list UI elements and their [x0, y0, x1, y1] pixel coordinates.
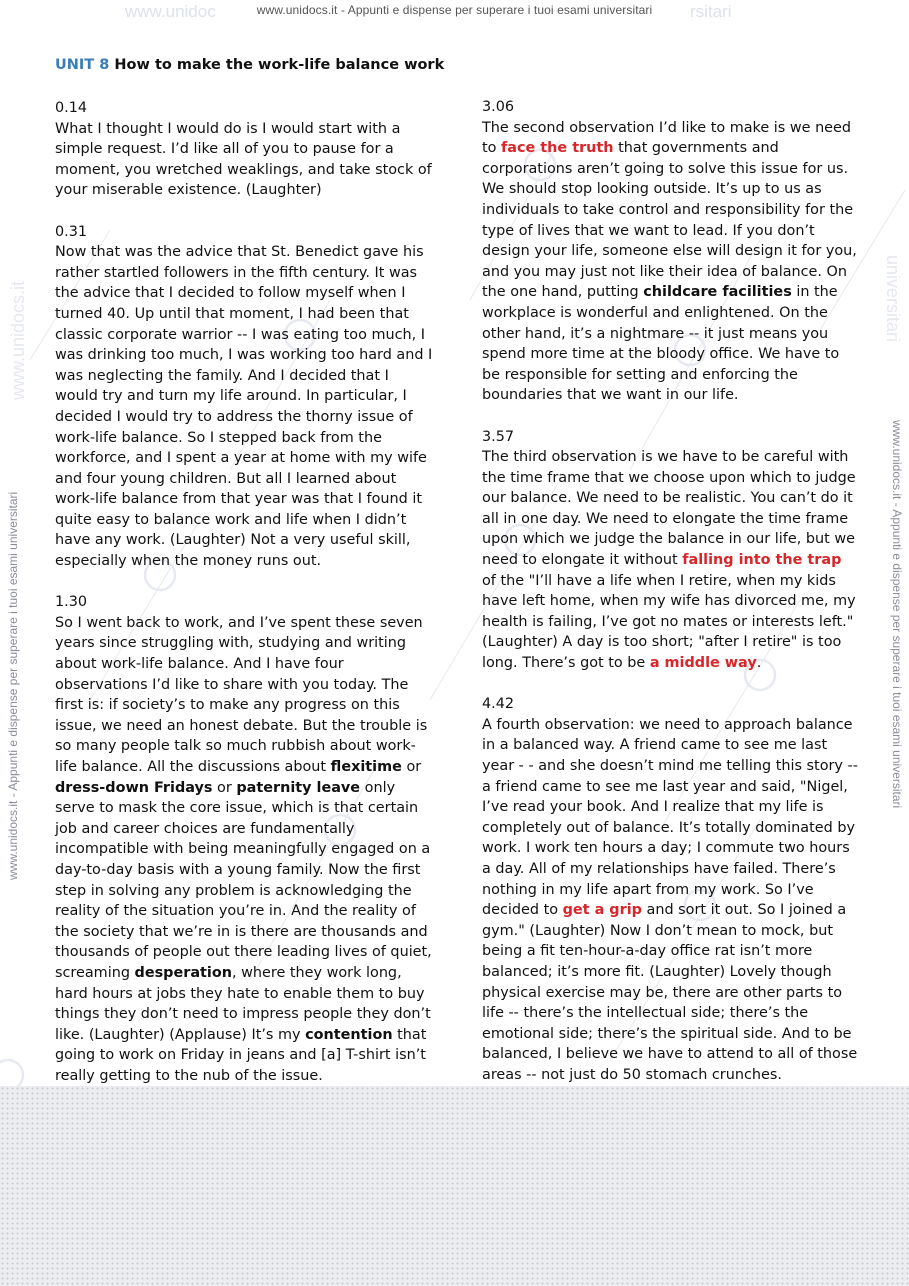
highlight-term: dress-down Fridays: [55, 779, 213, 796]
highlight-term: paternity leave: [236, 779, 361, 796]
paragraph-text: The third observation is we have to be careful with the time frame that we choose upon which to judge our balance. We need to be realistic. You can’t do it all in one day. We need to elongate the time frame upon which we judge the balance in our life, but we need to elongate it without: [482, 449, 856, 569]
paragraph-text: Now that was the advice that St. Benedict gave his rather startled followers in the fifth century. It was the advice that I decided to follow myself when I turned 40. Up until that moment, I had been that classic corporate warrior -- I was eating too much, I was drinking too much, I was working too hard and I was neglecting the family. And I decided that I would try and turn my life around. In particular, I decided I would try to address the thorny issue of work-life balance. So I stepped back from the workforce, and I spent a year at home with my wife and four young children. But all I learned about work-life balance from that year was that I found it quite easy to balance work and life when I didn’t have any work. (Laughter) Not a very useful skill, especially when the money runs out.: [55, 244, 433, 570]
highlight-term: flexitime: [330, 759, 402, 775]
watermark-ghost-text: universitari: [883, 255, 903, 343]
watermark-ghost-text: rsitari: [690, 2, 732, 21]
paragraph-text: only serve to mask the core issue, which is that certain job and career choices are fundamentally incompatible with being meaningfully engaged on a day-to-day basis with a young family. Now the first step in solving any problem is acknowledging the reality of the situation you’re in. And the reality of the society that we’re in is there are thousands and thousands of people out there leading lives of quiet, screaming: [55, 779, 432, 981]
transcript-section: [55, 98, 433, 201]
paragraph-text: The second observation I’d like to make is we need to: [482, 119, 852, 157]
left-column: [55, 98, 433, 1086]
title-text: How to make the work-life balance work: [114, 57, 445, 73]
transcript-section: [482, 427, 858, 674]
timestamp: 0.14: [55, 100, 88, 116]
paragraph-text: , where they work long, hard hours at jobs they hate to enable them to buy things they don’t need to impress people they don’t like. (Laughter) (Applause) It’s my: [55, 964, 431, 1043]
right-column: [482, 97, 858, 1086]
paragraph-text: that governments and corporations aren’t going to solve this issue for us. We should stop looking outside. It’s up to us as individuals to take control and responsibility for the type of lives that we want to lead. If you don’t design your life, someone else will design it for you, and you may just not like their idea of balance. On the one hand, putting: [482, 140, 857, 301]
paragraph-text: .: [756, 655, 762, 672]
watermark-ghost-text: www.unidocs.it: [8, 280, 28, 400]
paragraph-text: or: [212, 779, 237, 796]
transcript-section: [482, 694, 858, 1085]
watermark-top: www.unidocs.it - Appunti e dispense per superare i tuoi esami universitari: [256, 3, 653, 17]
timestamp: 4.42: [482, 696, 515, 713]
paragraph-text: in the workplace is wonderful and enlightened. On the other hand, it’s a nightmare -- it just means you spend more time at the bloody office. We have to be responsible for setting and enforcing the boundaries that we want in our life.: [482, 284, 840, 404]
highlight-term: contention: [305, 1026, 393, 1043]
highlight-phrase: get a grip: [562, 902, 642, 919]
highlight-phrase: face the truth: [501, 140, 614, 157]
highlight-phrase: falling into the trap: [682, 552, 842, 569]
highlight-phrase: a middle way: [649, 655, 757, 672]
paragraph-text: A fourth observation: we need to approach balance in a balanced way. A friend came to see me last year - - and she doesn’t mind me telling this story -- a friend came to see me last year and said, "Nigel, I’ve read your book. And I realize that my life is completely out of balance. It’s totally dominated by work. I work ten hours a day; I commute two hours a day. All of my relationships have failed. There’s nothing in my life apart from my work. So I’ve decided to: [482, 716, 858, 919]
paragraph-text: of the "I’ll have a life when I retire, when my kids have left home, when my wife has divorced me, my health is failing, I’ve got no mates or interests left." (Laughter) A day is too short; "after I retire" is too long. There’s got to be: [482, 572, 856, 672]
page-title: [55, 57, 444, 73]
timestamp: 3.06: [482, 99, 515, 115]
paragraph-text: and sort it out. So I joined a gym." (Laughter) Now I don’t mean to mock, but being a fit ten-hour-a-day office rat isn’t more balanced; it’s more fit. (Laughter) Lovely though physical exercise may be, there are other parts to life -- there’s the intellectual side; there’s the emotional side; there’s the spiritual side. And to be balanced, I believe we have to attend to all of those areas -- not just do 50 stomach crunches.: [482, 902, 858, 1083]
watermark-side-right: www.unidocs.it - Appunti e dispense per superare i tuoi esami universitari: [890, 420, 904, 809]
timestamp: 0.31: [55, 223, 88, 240]
watermark-ghost-text: www.unidoc: [125, 2, 216, 21]
transcript-section: [55, 592, 433, 1086]
unit-label: UNIT 8: [55, 57, 110, 73]
transcript-section: [55, 222, 433, 572]
paragraph-text: What I thought I would do is I would start with a simple request. I’d like all of you to pause for a moment, you wretched weaklings, and take stock of your miserable existence. (Laughter): [55, 120, 432, 199]
page-background: [0, 1086, 909, 1286]
transcript-section: [482, 97, 858, 406]
paragraph-text: So I went back to work, and I’ve spent these seven years since struggling with, studying and writing about work-life balance. And I have four observations I’d like to share with you today. The first is: if society’s to make any progress on this issue, we need an honest debate. But the trouble is so many people talk so much rubbish about work-life balance. All the discussions about: [55, 614, 428, 775]
paragraph-text: that going to work on Friday in jeans and [a] T-shirt isn’t really getting to the nub of the issue.: [55, 1026, 427, 1084]
timestamp: 1.30: [55, 594, 88, 611]
timestamp: 3.57: [482, 428, 515, 445]
highlight-term: desperation: [134, 964, 232, 981]
highlight-term: childcare facilities: [643, 284, 792, 301]
watermark-side-left: www.unidocs.it - Appunti e dispense per superare i tuoi esami universitari: [6, 491, 20, 880]
paragraph-text: or: [401, 759, 422, 775]
